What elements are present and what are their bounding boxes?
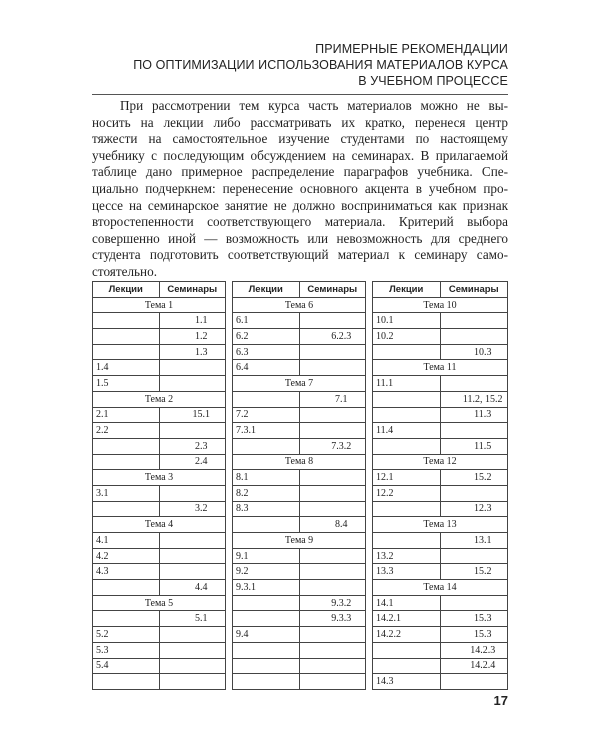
lecture-cell: 4.2 bbox=[93, 548, 160, 564]
topic-title: Тема 8 bbox=[233, 454, 366, 470]
topic-title: Тема 14 bbox=[373, 580, 508, 596]
seminar-cell: 2.4 bbox=[159, 454, 226, 470]
table-row bbox=[373, 470, 508, 486]
seminar-cell: 14.2.3 bbox=[440, 642, 508, 658]
seminar-cell bbox=[440, 313, 508, 329]
table-row bbox=[233, 595, 366, 611]
topic-title: Тема 10 bbox=[373, 297, 508, 313]
topic-row bbox=[373, 517, 508, 533]
topic-row bbox=[373, 580, 508, 596]
topic-title: Тема 4 bbox=[93, 517, 226, 533]
topic-row bbox=[93, 391, 226, 407]
seminar-cell bbox=[159, 564, 226, 580]
lecture-cell bbox=[373, 391, 441, 407]
lecture-cell: 14.3 bbox=[373, 674, 441, 690]
seminar-cell bbox=[159, 360, 226, 376]
table-row bbox=[233, 642, 366, 658]
distribution-table-1 bbox=[92, 281, 226, 690]
lecture-cell bbox=[233, 595, 300, 611]
lecture-cell: 13.2 bbox=[373, 548, 441, 564]
lecture-cell bbox=[233, 674, 300, 690]
seminar-cell bbox=[299, 423, 366, 439]
seminar-cell bbox=[440, 376, 508, 392]
seminar-cell bbox=[299, 627, 366, 643]
table-row bbox=[373, 533, 508, 549]
seminar-cell bbox=[299, 548, 366, 564]
table-row bbox=[93, 360, 226, 376]
seminar-cell bbox=[440, 595, 508, 611]
distribution-table-3 bbox=[372, 281, 508, 690]
table-row bbox=[233, 313, 366, 329]
seminar-cell bbox=[299, 313, 366, 329]
lecture-cell: 4.1 bbox=[93, 533, 160, 549]
table-row bbox=[233, 564, 366, 580]
lecture-cell bbox=[93, 611, 160, 627]
table-body bbox=[233, 297, 366, 689]
lecture-cell bbox=[373, 501, 441, 517]
lecture-cell bbox=[373, 533, 441, 549]
seminar-cell bbox=[299, 580, 366, 596]
lecture-cell: 1.5 bbox=[93, 376, 160, 392]
topic-row bbox=[373, 360, 508, 376]
table-row bbox=[373, 674, 508, 690]
table-row bbox=[233, 423, 366, 439]
seminar-cell bbox=[299, 564, 366, 580]
table-row bbox=[93, 438, 226, 454]
lecture-cell: 3.1 bbox=[93, 485, 160, 501]
table-row bbox=[373, 548, 508, 564]
topic-row bbox=[233, 533, 366, 549]
seminar-cell: 5.1 bbox=[159, 611, 226, 627]
table-row bbox=[373, 438, 508, 454]
seminar-cell: 15.2 bbox=[440, 564, 508, 580]
running-header-line-1: ПРИМЕРНЫЕ РЕКОМЕНДАЦИИ bbox=[315, 42, 508, 56]
lecture-cell: 5.4 bbox=[93, 658, 160, 674]
lecture-cell: 7.3.1 bbox=[233, 423, 300, 439]
table-row bbox=[93, 533, 226, 549]
table-row bbox=[373, 344, 508, 360]
lecture-cell bbox=[373, 642, 441, 658]
table-row bbox=[373, 391, 508, 407]
seminars-header: Семинары bbox=[440, 282, 508, 298]
table-row bbox=[373, 313, 508, 329]
lecture-cell: 13.3 bbox=[373, 564, 441, 580]
lecture-cell: 6.4 bbox=[233, 360, 300, 376]
topic-title: Тема 3 bbox=[93, 470, 226, 486]
table-row bbox=[373, 485, 508, 501]
table-row bbox=[373, 627, 508, 643]
lecture-cell bbox=[373, 407, 441, 423]
table-row bbox=[373, 642, 508, 658]
topic-row bbox=[233, 454, 366, 470]
table-row bbox=[93, 344, 226, 360]
table-row bbox=[233, 391, 366, 407]
seminar-cell: 3.2 bbox=[159, 501, 226, 517]
table-row bbox=[93, 407, 226, 423]
seminar-cell: 14.2.4 bbox=[440, 658, 508, 674]
table-row bbox=[233, 517, 366, 533]
table-row bbox=[373, 501, 508, 517]
lecture-cell: 9.1 bbox=[233, 548, 300, 564]
body-line: стоятельно. bbox=[92, 263, 158, 279]
table-header-row bbox=[373, 282, 508, 298]
table-body bbox=[93, 297, 226, 689]
lectures-header: Лекции bbox=[93, 282, 160, 298]
seminar-cell: 15.1 bbox=[159, 407, 226, 423]
lecture-cell bbox=[93, 454, 160, 470]
seminar-cell: 10.3 bbox=[440, 344, 508, 360]
table-row bbox=[93, 611, 226, 627]
topic-title: Тема 5 bbox=[93, 595, 226, 611]
table-row bbox=[93, 454, 226, 470]
body-line: таблице дано примерное распределение параграфов учебника. Спе- bbox=[92, 164, 508, 180]
table-row bbox=[233, 329, 366, 345]
table-row bbox=[93, 627, 226, 643]
seminar-cell bbox=[159, 658, 226, 674]
lecture-cell: 8.3 bbox=[233, 501, 300, 517]
body-paragraph bbox=[92, 98, 508, 281]
lecture-cell: 7.2 bbox=[233, 407, 300, 423]
seminar-cell bbox=[299, 658, 366, 674]
lecture-cell: 6.3 bbox=[233, 344, 300, 360]
seminar-cell bbox=[299, 360, 366, 376]
body-line: При рассмотрении тем курса часть материалов можно не вы- bbox=[120, 98, 508, 113]
table-row bbox=[233, 344, 366, 360]
seminar-cell: 11.3 bbox=[440, 407, 508, 423]
seminar-cell bbox=[159, 376, 226, 392]
topic-row bbox=[93, 517, 226, 533]
lecture-cell: 4.3 bbox=[93, 564, 160, 580]
lecture-cell bbox=[93, 674, 160, 690]
table-row bbox=[373, 407, 508, 423]
topic-title: Тема 9 bbox=[233, 533, 366, 549]
seminar-cell: 1.2 bbox=[159, 329, 226, 345]
seminar-cell: 2.3 bbox=[159, 438, 226, 454]
table-row bbox=[93, 501, 226, 517]
table-row bbox=[93, 548, 226, 564]
body-line: студента подготовить соответствующий материал к семинару само- bbox=[92, 247, 508, 263]
seminar-cell: 9.3.2 bbox=[299, 595, 366, 611]
distribution-tables bbox=[92, 281, 508, 688]
topic-title: Тема 1 bbox=[93, 297, 226, 313]
seminar-cell bbox=[159, 548, 226, 564]
lectures-header: Лекции bbox=[233, 282, 300, 298]
seminar-cell: 15.3 bbox=[440, 611, 508, 627]
table-body bbox=[373, 297, 508, 689]
table-row bbox=[373, 564, 508, 580]
table-row bbox=[373, 376, 508, 392]
table-row bbox=[93, 658, 226, 674]
seminar-cell bbox=[299, 470, 366, 486]
table-row bbox=[373, 329, 508, 345]
topic-row bbox=[233, 297, 366, 313]
table-row bbox=[233, 611, 366, 627]
table-row bbox=[233, 674, 366, 690]
seminar-cell: 13.1 bbox=[440, 533, 508, 549]
lecture-cell: 10.1 bbox=[373, 313, 441, 329]
lecture-cell bbox=[93, 329, 160, 345]
lecture-cell bbox=[93, 580, 160, 596]
seminar-cell bbox=[159, 485, 226, 501]
seminar-cell bbox=[440, 329, 508, 345]
running-header bbox=[68, 41, 508, 89]
seminar-cell bbox=[440, 485, 508, 501]
seminar-cell bbox=[299, 674, 366, 690]
seminar-cell: 1.1 bbox=[159, 313, 226, 329]
table-row bbox=[233, 548, 366, 564]
lecture-cell bbox=[93, 501, 160, 517]
table-row bbox=[233, 658, 366, 674]
body-line: цессе на семинарское занятие не должно восприниматься как признак bbox=[92, 197, 508, 213]
topic-row bbox=[233, 376, 366, 392]
seminars-header: Семинары bbox=[159, 282, 226, 298]
topic-title: Тема 11 bbox=[373, 360, 508, 376]
lecture-cell: 2.2 bbox=[93, 423, 160, 439]
seminar-cell bbox=[299, 642, 366, 658]
lecture-cell: 14.2.1 bbox=[373, 611, 441, 627]
seminar-cell: 7.1 bbox=[299, 391, 366, 407]
table-row bbox=[373, 423, 508, 439]
table-row bbox=[233, 580, 366, 596]
table-row bbox=[93, 580, 226, 596]
seminar-cell bbox=[440, 423, 508, 439]
page-number: 17 bbox=[493, 693, 508, 708]
table-row bbox=[93, 642, 226, 658]
seminar-cell: 11.5 bbox=[440, 438, 508, 454]
table-row bbox=[233, 627, 366, 643]
seminar-cell: 6.2.3 bbox=[299, 329, 366, 345]
seminar-cell bbox=[159, 423, 226, 439]
lecture-cell: 2.1 bbox=[93, 407, 160, 423]
lecture-cell: 8.2 bbox=[233, 485, 300, 501]
lecture-cell bbox=[233, 438, 300, 454]
running-header-line-2: ПО ОПТИМИЗАЦИИ ИСПОЛЬЗОВАНИЯ МАТЕРИАЛОВ КУРСА bbox=[133, 58, 508, 72]
seminar-cell: 7.3.2 bbox=[299, 438, 366, 454]
table-row bbox=[93, 329, 226, 345]
lecture-cell: 14.2.2 bbox=[373, 627, 441, 643]
lecture-cell: 9.3.1 bbox=[233, 580, 300, 596]
running-header-line-3: В УЧЕБНОМ ПРОЦЕССЕ bbox=[358, 74, 508, 88]
seminar-cell bbox=[440, 548, 508, 564]
table-row bbox=[233, 501, 366, 517]
lecture-cell bbox=[373, 658, 441, 674]
topic-row bbox=[93, 595, 226, 611]
seminar-cell: 4.4 bbox=[159, 580, 226, 596]
lecture-cell bbox=[233, 517, 300, 533]
table-row bbox=[373, 658, 508, 674]
seminar-cell bbox=[299, 407, 366, 423]
seminar-cell bbox=[159, 533, 226, 549]
lecture-cell: 9.4 bbox=[233, 627, 300, 643]
table-header-row bbox=[93, 282, 226, 298]
lecture-cell bbox=[93, 438, 160, 454]
topic-row bbox=[93, 470, 226, 486]
seminar-cell: 12.3 bbox=[440, 501, 508, 517]
table-header-row bbox=[233, 282, 366, 298]
lecture-cell: 11.4 bbox=[373, 423, 441, 439]
body-line: учебнику с последующим обсуждением на семинарах. В прилагаемой bbox=[92, 147, 508, 163]
topic-title: Тема 6 bbox=[233, 297, 366, 313]
body-line: второстепенности соответствующего материала. Критерий выбора bbox=[92, 214, 508, 230]
seminar-cell bbox=[299, 485, 366, 501]
seminar-cell bbox=[159, 674, 226, 690]
lecture-cell bbox=[233, 658, 300, 674]
lecture-cell: 9.2 bbox=[233, 564, 300, 580]
table-row bbox=[93, 564, 226, 580]
seminar-cell: 15.3 bbox=[440, 627, 508, 643]
table-row bbox=[233, 485, 366, 501]
lecture-cell bbox=[233, 391, 300, 407]
topic-row bbox=[93, 297, 226, 313]
seminar-cell: 11.2, 15.2 bbox=[440, 391, 508, 407]
lecture-cell bbox=[373, 438, 441, 454]
topic-title: Тема 2 bbox=[93, 391, 226, 407]
table-row bbox=[93, 485, 226, 501]
table-row bbox=[373, 595, 508, 611]
topic-title: Тема 12 bbox=[373, 454, 508, 470]
header-divider bbox=[92, 94, 508, 95]
table-row bbox=[93, 376, 226, 392]
seminar-cell: 15.2 bbox=[440, 470, 508, 486]
seminar-cell bbox=[159, 627, 226, 643]
lecture-cell: 5.3 bbox=[93, 642, 160, 658]
lecture-cell: 6.1 bbox=[233, 313, 300, 329]
seminar-cell bbox=[299, 344, 366, 360]
table-row bbox=[233, 407, 366, 423]
topic-row bbox=[373, 454, 508, 470]
topic-title: Тема 13 bbox=[373, 517, 508, 533]
lecture-cell: 12.2 bbox=[373, 485, 441, 501]
lecture-cell: 14.1 bbox=[373, 595, 441, 611]
distribution-table-2 bbox=[232, 281, 366, 690]
table-row bbox=[93, 674, 226, 690]
seminar-cell: 1.3 bbox=[159, 344, 226, 360]
topic-row bbox=[373, 297, 508, 313]
table-row bbox=[233, 360, 366, 376]
lecture-cell: 8.1 bbox=[233, 470, 300, 486]
seminar-cell bbox=[299, 501, 366, 517]
body-line: носить на лекции либо рассматривать их кратко, перенеся центр bbox=[92, 114, 508, 130]
lecture-cell: 11.1 bbox=[373, 376, 441, 392]
lecture-cell bbox=[93, 344, 160, 360]
body-line: циально подчеркнем: перенесение основного акцента в учебном про- bbox=[92, 180, 508, 196]
lecture-cell bbox=[373, 344, 441, 360]
lectures-header: Лекции bbox=[373, 282, 441, 298]
table-row bbox=[373, 611, 508, 627]
lecture-cell bbox=[233, 642, 300, 658]
lecture-cell bbox=[93, 313, 160, 329]
lecture-cell: 12.1 bbox=[373, 470, 441, 486]
seminar-cell: 9.3.3 bbox=[299, 611, 366, 627]
table-row bbox=[233, 438, 366, 454]
lecture-cell: 5.2 bbox=[93, 627, 160, 643]
lecture-cell: 1.4 bbox=[93, 360, 160, 376]
body-line: совершенно иной — возможность или невозможность для среднего bbox=[92, 230, 508, 246]
seminar-cell bbox=[159, 642, 226, 658]
lecture-cell bbox=[233, 611, 300, 627]
table-row bbox=[93, 313, 226, 329]
topic-title: Тема 7 bbox=[233, 376, 366, 392]
table-row bbox=[233, 470, 366, 486]
seminar-cell bbox=[440, 674, 508, 690]
body-line: тяжести на самостоятельное изучение студентами по настоящему bbox=[92, 131, 508, 147]
seminars-header: Семинары bbox=[299, 282, 366, 298]
lecture-cell: 10.2 bbox=[373, 329, 441, 345]
seminar-cell: 8.4 bbox=[299, 517, 366, 533]
lecture-cell: 6.2 bbox=[233, 329, 300, 345]
table-row bbox=[93, 423, 226, 439]
